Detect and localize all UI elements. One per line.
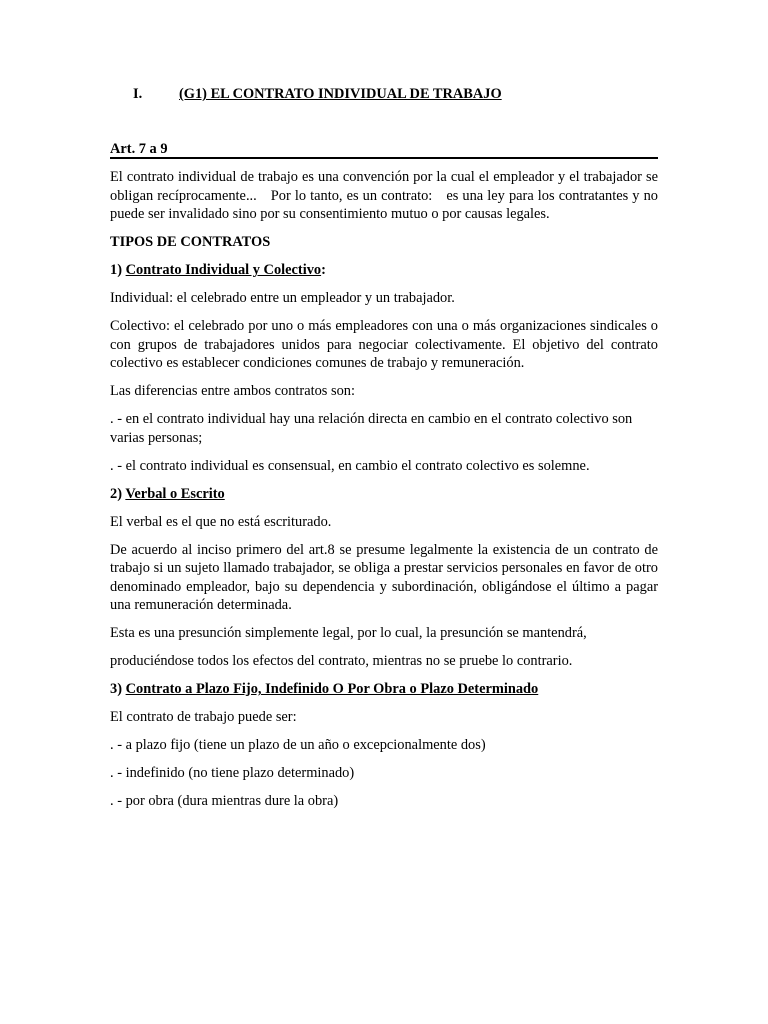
contract-type-item-2: . - indefinido (no tiene plazo determinado) (110, 765, 355, 781)
intro-paragraph (110, 168, 658, 224)
contract-type-item-1: . - a plazo fijo (tiene un plazo de un año o excepcionalmente dos) (110, 737, 486, 753)
section-2-paragraph-2: De acuerdo al inciso primero del art.8 se presume legalmente la existencia de un contrato de trabajo si un sujeto llamado trabajador, se obliga a prestar servicios personales en favor de otro denominado empleador, bajo su dependencia y subordinación, obligándose el último a pagar una remuneración determinada. (110, 541, 658, 613)
colectivo-definition: Colectivo: el celebrado por uno o más empleadores con una o más organizaciones sindicales o con grupos de trabajadores unidos para negociar colectivamente. El objetivo del contrato colectivo es establecer condiciones comunes de trabajo y remuneración. (110, 318, 658, 371)
section-2-number: 2) (110, 485, 122, 502)
intro-part-3: es una ley para los contratantes y no puede ser invalidado sino por su consentimiento mutuo o por causas legales. (110, 187, 658, 222)
chapter-number: I. (133, 86, 143, 102)
section-3-heading (110, 680, 658, 699)
tipos-title: TIPOS DE CONTRATOS (110, 234, 271, 250)
section-1-title: Contrato Individual y Colectivo (125, 262, 322, 278)
section-2-heading (110, 485, 658, 504)
section-1-number: 1) (110, 262, 122, 278)
intro-part-1: El contrato individual de trabajo es una convención por la cual el empleador y el trabajador se obligan recíprocamente... (110, 169, 658, 204)
individual-definition: Individual: el celebrado entre un empleador y un trabajador. (110, 290, 455, 306)
section-2-paragraph-1: El verbal es el que no está escriturado. (110, 513, 332, 530)
intro-part-2: Por lo tanto, es un contrato: (270, 187, 433, 204)
diferencias-intro: Las diferencias entre ambos contratos son: (110, 383, 355, 399)
chapter-title: (G1) EL CONTRATO INDIVIDUAL DE TRABAJO (179, 86, 502, 102)
article-reference: Art. 7 a 9 (110, 142, 658, 159)
section-3-number: 3) (110, 681, 122, 697)
section-1-suffix: : (321, 262, 326, 278)
diferencia-item-2: . - el contrato individual es consensual, en cambio el contrato colectivo es solemne. (110, 457, 590, 474)
contract-type-item-3: . - por obra (dura mientras dure la obra) (110, 793, 339, 809)
section-2-paragraph-4: produciéndose todos los efectos del contrato, mientras no se pruebe lo contrario. (110, 653, 573, 669)
section-3-title: Contrato a Plazo Fijo, Indefinido O Por Obra o Plazo Determinado (125, 681, 539, 697)
section-2-title: Verbal o Escrito (125, 485, 225, 502)
section-1-heading (110, 261, 658, 280)
chapter-heading (133, 85, 502, 104)
document-body (110, 168, 658, 820)
section-2-paragraph-3: Esta es una presunción simplemente legal, por lo cual, la presunción se mantendrá, (110, 625, 587, 641)
diferencia-item-1: . - en el contrato individual hay una relación directa en cambio en el contrato colectivo son varias personas; (110, 411, 633, 446)
section-3-intro: El contrato de trabajo puede ser: (110, 709, 297, 725)
